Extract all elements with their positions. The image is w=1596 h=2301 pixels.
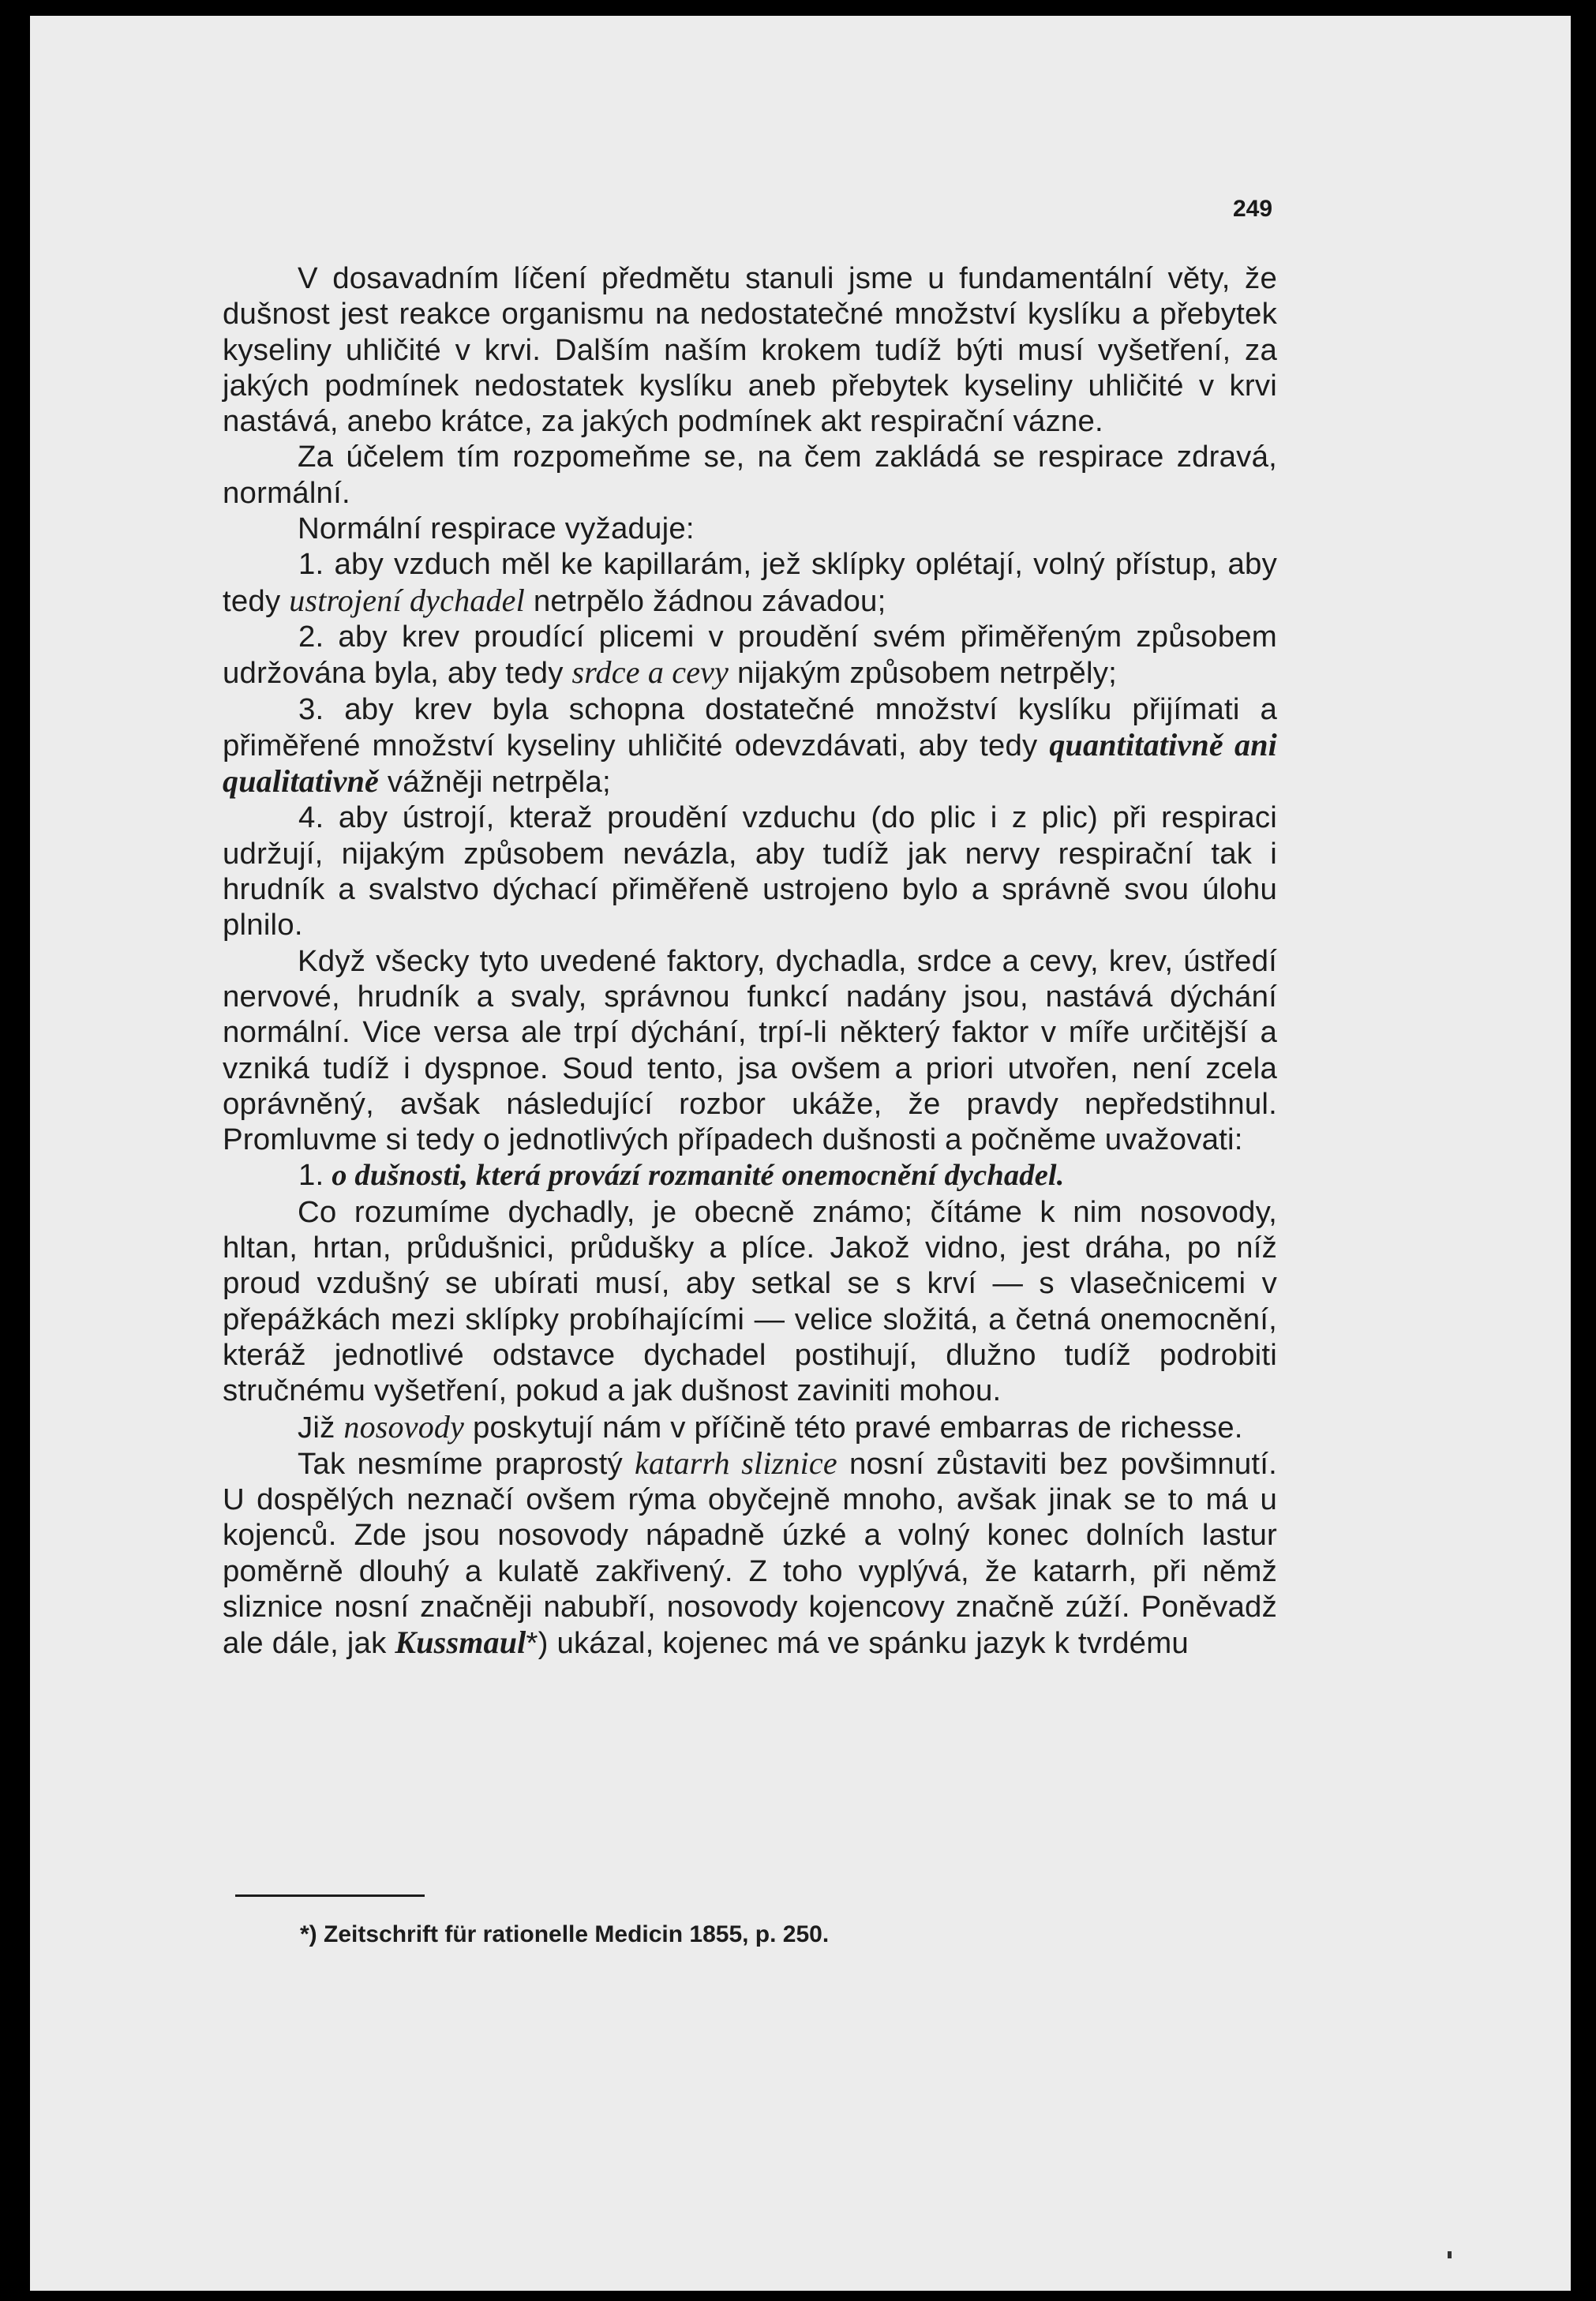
emphasis-text: nosovody (343, 1408, 465, 1445)
emphasis-text: katarrh sliznice (635, 1445, 837, 1481)
paragraph-requirements: Normální respirace vyžaduje: (298, 512, 695, 546)
emphasis-text: ustrojení dychadel (289, 582, 525, 618)
paragraph-nosovody: Již nosovody poskytují nám v příčině této pravé embarras de richesse. (298, 1408, 1243, 1445)
paragraph-katarrh: Tak nesmíme praprostý katarrh sliznice nosní zůstaviti bez povšimnutí. U dospělých neznačí ovšem rýma obyčejně mnoho, avšak jinak se to má u kojenců. Zde jsou nosovody nápadně úzké a volný konec dolních lastur poměrně dlouhý a kulatě zakřivený. Z toho vyplývá, že katarrh, při němž sliznice nosní značněji nabubří, nosovody kojencovy značně zúží. Poněvadž ale dále, jak Kussmaul*) ukázal, kojenec má ve spánku jazyk k tvrdému (223, 1445, 1277, 1661)
footnote-rule (235, 1894, 425, 1897)
list-item-1: 1. aby vzduch měl ke kapillarám, jež sklípky oplétají, volný přístup, aby tedy ustrojení dychadel netrpělo žádnou závadou; (223, 547, 1277, 618)
page-number: 249 (1233, 196, 1273, 222)
emphasis-text: quantitativně ani qualitativně (223, 726, 1277, 800)
emphasis-author: Kussmaul (395, 1625, 526, 1661)
list-item-2: 2. aby krev proudící plicemi v proudění svém přiměřeným způsobem udržována byla, aby tedy srdce a cevy nijakým způsobem netrpěly; (223, 619, 1277, 691)
paragraph-purpose: Za účelem tím rozpomeňme se, na čem zakládá se respirace zdravá, normální. (223, 440, 1277, 510)
emphasis-text: srdce a cevy (571, 654, 729, 691)
paragraph-factors: Když všecky tyto uvedené faktory, dychadla, srdce a cevy, krev, ústředí nervové, hrudník a svaly, správnou funkcí nadány jsou, nastává dýchání normální. Vice versa ale trpí dýchání, trpí-li některý faktor v míře určitější a vzniká tudíž i dyspnoe. Soud tento, jsa ovšem a priori utvořen, není zcela oprávněný, avšak následující rozbor ukáže, že pravdy nepředstihnul. Promluvme si tedy o jednotlivých případech dušnosti a počněme uvažovati: (223, 943, 1277, 1157)
section-number: 1. (298, 1158, 324, 1193)
section-title: o dušnosti, která provází rozmanité onemocnění dychadel. (332, 1159, 1065, 1193)
paragraph-dychadla: Co rozumíme dychadly, je obecně známo; čítáme k nim nosovody, hltan, hrtan, průdušnici, průdušky a plíce. Jakož vidno, jest dráha, po níž proud vzdušný se ubírati musí, aby setkal se s krví — s vlasečnicemi v přepážkách mezi sklípky probíhajícími — velice složitá, a četná onemocnění, kteráž jednotlivé odstavce dychadel postihují, dlužno tudíž podrobiti stručnému vyšetření, pokud a jak dušnost zaviniti mohou. (223, 1194, 1277, 1408)
list-item-3: 3. aby krev byla schopna dostatečné množství kyslíku přijímati a přiměřené množství kyseliny uhličité odevzdávati, aby tedy quantitativně ani qualitativně vážněji netrpěla; (223, 691, 1277, 800)
scan-speck (1448, 2251, 1452, 2258)
section-heading (223, 1157, 1277, 1194)
list-item-4: 4. aby ústrojí, kterаž proudění vzduchu (do plic i z plic) při respiraci udržují, nijakým způsobem nevázla, aby tudíž jak nervy respirační tak i hrudník a svalstvo dýchací přiměřeně ustrojeno bylo a správně svou úlohu plnilo. (223, 800, 1277, 943)
body-text (223, 260, 1277, 1662)
footnote: *) Zeitschrift für rationelle Medicin 1855, p. 250. (300, 1921, 830, 1947)
paragraph-intro: V dosavadním líčení předmětu stanuli jsme u fundamentální věty, že dušnost jest reakce organismu na nedostatečné množství kyslíku a přebytek kyseliny uhličité v krvi. Dalším naším krokem tudíž býti musí vyšetření, za jakých podmínek nedostatek kyslíku aneb přebytek kyseliny uhličité v krvi nastává, anebo krátce, za jakých podmínek akt respirační vázne. (223, 261, 1277, 439)
